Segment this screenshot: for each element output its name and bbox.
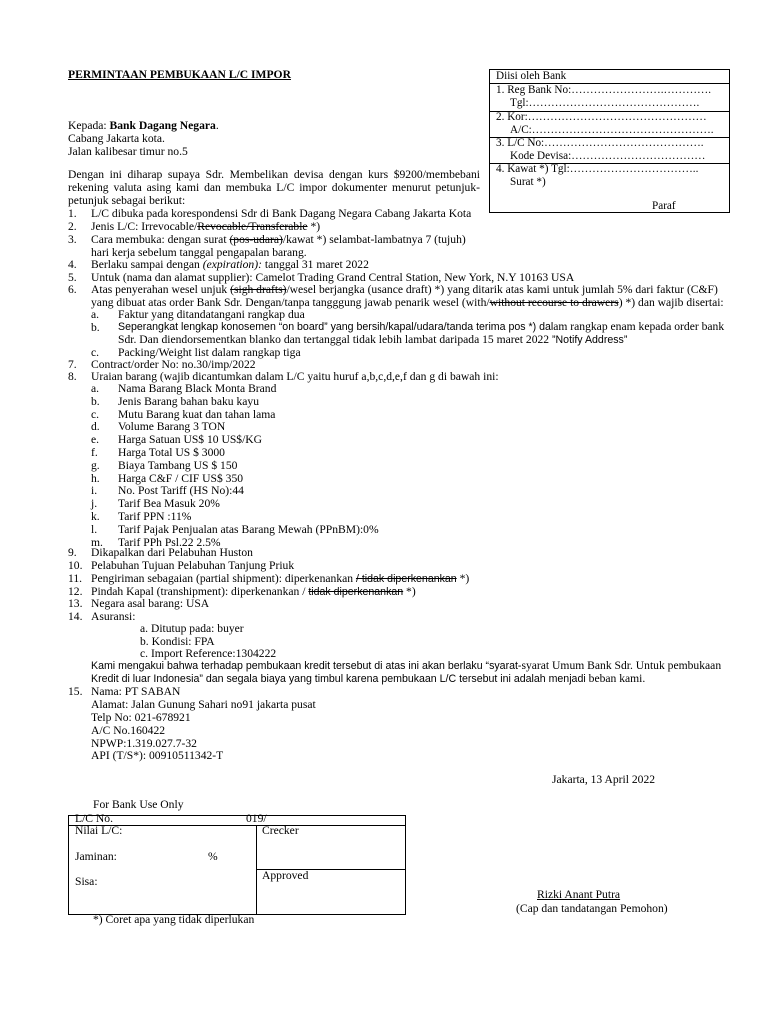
item-8-sub-letter: a. [91,382,100,395]
item-8-sub-letter: j. [91,497,98,510]
item-3-struck: (pos-udara) [229,233,283,246]
item-number: 4. [68,258,77,271]
item-6-sub-a: Faktur yang ditandatangani rangkap dua [118,308,305,321]
item-2-a: Jenis L/C: Irrevocable/ [91,220,198,233]
item-12-a: Pindah Kapal (transhipment): diperkenankan / [91,585,309,598]
declaration-1-serif: syarat Umum Bank Sdr. Untuk pembukaan [521,659,722,672]
item-4-italic: (expiration): [202,258,262,271]
item-3-c: /kawat *) selambat-lambatnya 7 (tujuh) [282,233,466,246]
item-11-text [91,573,469,586]
item-8-sub-letter: k. [91,510,100,523]
recipient-line [68,120,219,133]
place-date: Jakarta, 13 April 2022 [552,773,656,786]
bank-use-label: For Bank Use Only [93,798,184,811]
applicant-name: Nama: PT SABAN [91,685,181,698]
item-8-sub-letter: i. [91,484,98,497]
item-6-sub-b-line-2 [118,334,627,347]
item-2-c: *) [307,220,321,233]
item-8-sub-letter: g. [91,459,100,472]
item-6-sub-letter: b. [91,321,100,334]
item-8-sub-text: Tarif PPN :11% [118,510,192,523]
item-8-sub-letter: c. [91,408,100,421]
declaration-line-1 [91,660,721,673]
signer-note: (Cap dan tandatangan Pemohon) [516,902,668,915]
item-6-f: ) *) dan wajib disertai: [618,296,724,309]
item-8-sub-text: Nama Barang Black Monta Brand [118,382,277,395]
item-8-sub-text: Harga C&F / CIF US$ 350 [118,472,244,485]
item-2-struck: Revocable/Transferable [197,220,308,233]
item-8-sub-text: Tarif Pajak Penjualan atas Barang Mewah (PPnBM):0% [118,523,379,536]
item-number: 7. [68,358,77,371]
reg-bank-field: 1. Reg Bank No:…………………….…………. [496,84,712,96]
item-6-struck-2: without recourse to drawers [489,296,619,309]
intro-text: Dengan ini diharap supaya Sdr. Membelikan devisa dengan kurs $9200/membebani rekening valuta asing kami dan membuka L/C impor dokumenter menurut petunjuk-petunjuk sebagai berikut: [68,168,480,207]
nilai-lc-label: Nilai L/C: [75,824,123,837]
item-12-struck: tidak diperkenankan [308,586,404,598]
signer-name: Rizki Anant Putra [537,888,621,901]
item-11-struck: / tidak diperkenankan [355,573,457,585]
item-4-text [91,259,369,272]
item-8-sub-text: Biaya Tambang US $ 150 [118,459,238,472]
intro-paragraph [68,169,480,208]
paraf-label: Paraf [652,200,676,212]
item-number: 3. [68,233,77,246]
item-8-sub-text: Volume Barang 3 TON [118,420,226,433]
declaration-1-sans: Kami mengakui bahwa terhadap pembukaan kredit tersebut di atas ini akan berlaku “syarat- [91,660,522,672]
item-6-d: yang dibuat atas order Bank Sdr. Dengan/tanpa tangggung jawab penarik wesel (with/ [91,296,490,309]
item-8-text: Uraian barang (wajib dicantumkan dalam L/C yaitu huruf a,b,c,d,e,f dan g di bawah ini: [91,370,499,383]
applicant-phone: Telp No: 021-678921 [91,711,191,724]
item-9-text: Dikapalkan dari Pelabuhan Huston [91,546,253,559]
bank-box-header: Diisi oleh Bank [496,70,567,82]
bank-fill-box [489,69,730,213]
surat-field: Surat *) [510,176,546,188]
item-6-sub-b-line-1 [118,321,724,334]
item-6-struck: (sigh drafts) [230,283,287,296]
crecker-label: Crecker [262,824,299,837]
insurance-a: a. Ditutup pada: buyer [140,622,244,635]
item-number: 1. [68,207,77,220]
lc-no-field: 3. L/C No:……………………………………. [496,137,704,149]
recipient-branch: Cabang Jakarta kota. [68,132,165,145]
lc-no-label: L/C No. [75,812,114,825]
kode-devisa-field: Kode Devisa:……………………………… [510,150,706,162]
jaminan-label: Jaminan: [75,850,117,863]
item-8-sub-letter: d. [91,420,100,433]
item-3-a: Cara membuka: dengan surat [91,233,230,246]
item-14-text: Asuransi: [91,610,136,623]
declaration-line-2 [91,673,645,686]
item-8-sub-text: Harga Satuan US$ 10 US$/KG [118,433,263,446]
ac-field: A/C:…………………………………………. [510,124,714,136]
item-3-line-2: hari kerja sebelum tanggal pengapalan barang. [91,246,307,259]
item-6-sub-b-sans: Seperangkat lengkap konosemen “on board” yang bersih/kapal/udara/tanda terima pos *) dal [118,321,554,333]
item-8-sub-letter: e. [91,433,100,446]
item-6-sub-letter: c. [91,346,100,359]
applicant-api: API (T/S*): 00910511342-T [91,749,224,762]
item-8-sub-text: Mutu Barang kuat dan tahan lama [118,408,276,421]
applicant-address: Alamat: Jalan Gunung Sahari no91 jakarta pusat [91,698,316,711]
applicant-npwp: NPWP:1.319.027.7-32 [91,737,197,750]
item-6-sub-b-serif: am rangkap enam kepada order bank [553,320,725,333]
item-number: 11. [68,572,83,585]
item-8-sub-text: Harga Total US $ 3000 [118,446,225,459]
item-10-text: Pelabuhan Tujuan Pelabuhan Tanjung Priuk [91,559,295,572]
insurance-b: b. Kondisi: FPA [140,635,215,648]
item-6-line-1 [91,284,718,297]
item-6-notify: ”Notify Address” [552,334,628,346]
approved-label: Approved [262,869,309,882]
bank-name: Bank Dagang Negara [109,119,216,132]
insurance-c: c. Import Reference:1304222 [140,647,277,660]
sisa-label: Sisa: [75,875,98,888]
bank-name-dot: . [215,119,219,132]
item-1-text: L/C dibuka pada korespondensi Sdr di Bank Dagang Negara Cabang Jakarta Kota [91,207,472,220]
item-number: 2. [68,220,77,233]
item-8-sub-letter: m. [91,536,103,549]
item-8-sub-letter: h. [91,472,100,485]
item-number: 13. [68,597,83,610]
item-8-sub-letter: b. [91,395,100,408]
item-4-c: tanggal 31 maret 2022 [261,258,369,271]
item-8-sub-text: No. Post Tariff (HS No):44 [118,484,244,497]
kepada-label: Kepada: [68,119,110,132]
document-title: PERMINTAAN PEMBUKAAN L/C IMPOR [68,68,291,81]
item-13-text: Negara asal barang: USA [91,597,210,610]
item-number: 10. [68,559,83,572]
declaration-2-sans: Kredit di luar Indonesia” dan segala biaya yang timbul karena pembukaan L/C tersebut ini adalah menjadi [91,673,589,685]
item-6-sub-c: Packing/Weight list dalam rangkap tiga [118,346,301,359]
item-7-text: Contract/order No: no.30/imp/2022 [91,358,256,371]
declaration-2-serif: beban kami. [588,672,646,685]
item-8-sub-text: Tarif PPh Psl.22 2.5% [118,536,221,549]
recipient-address: Jalan kalibesar timur no.5 [68,145,188,158]
item-6-a: Atas penyerahan wesel unjuk [91,283,231,296]
item-6-c: /wesel berjangka (usance draft) *) yang ditarik atas kami untuk jumlah 5% dari faktur (C&F) [286,283,718,296]
tgl-field: Tgl:………………………………………. [510,97,700,109]
item-number: 15. [68,685,83,698]
item-12-c: *) [403,585,416,598]
item-8-sub-text: Tarif Bea Masuk 20% [118,497,220,510]
item-number: 5. [68,271,77,284]
item-11-a: Pengiriman sebagaian (partial shipment): diperkenankan [91,572,356,585]
item-number: 8. [68,370,77,383]
item-8-sub-letter: f. [91,446,98,459]
bank-use-table [68,812,406,915]
item-5-text: Untuk (nama dan alamat supplier): Camelot Trading Grand Central Station, New York, N.Y 10163 USA [91,271,575,284]
item-3-text [91,234,466,247]
lc-no-value: 019/ [246,812,267,825]
item-2-text [91,221,320,234]
kor-field: 2. Kor:………………………………………… [496,111,707,123]
item-4-a: Berlaku sampai dengan [91,258,203,271]
item-number: 12. [68,585,83,598]
applicant-ac: A/C No.160422 [91,724,166,737]
percent-sign: % [208,850,218,863]
item-number: 6. [68,283,77,296]
kawat-field: 4. Kawat *) Tgl:…………………………….. [496,163,699,175]
item-8-sub-letter: l. [91,523,98,536]
item-6-sub-b-serif-2: Sdr. Dan diendorsementkan blanko dan tertanggal tidak lebih lambat daripada 15 maret 2022 [118,333,552,346]
item-number: 14. [68,610,83,623]
item-6-sub-letter: a. [91,308,100,321]
item-8-sub-text: Jenis Barang bahan baku kayu [118,395,260,408]
item-11-c: *) [456,572,470,585]
item-number: 9. [68,546,77,559]
footnote: *) Coret apa yang tidak diperlukan [93,913,255,926]
